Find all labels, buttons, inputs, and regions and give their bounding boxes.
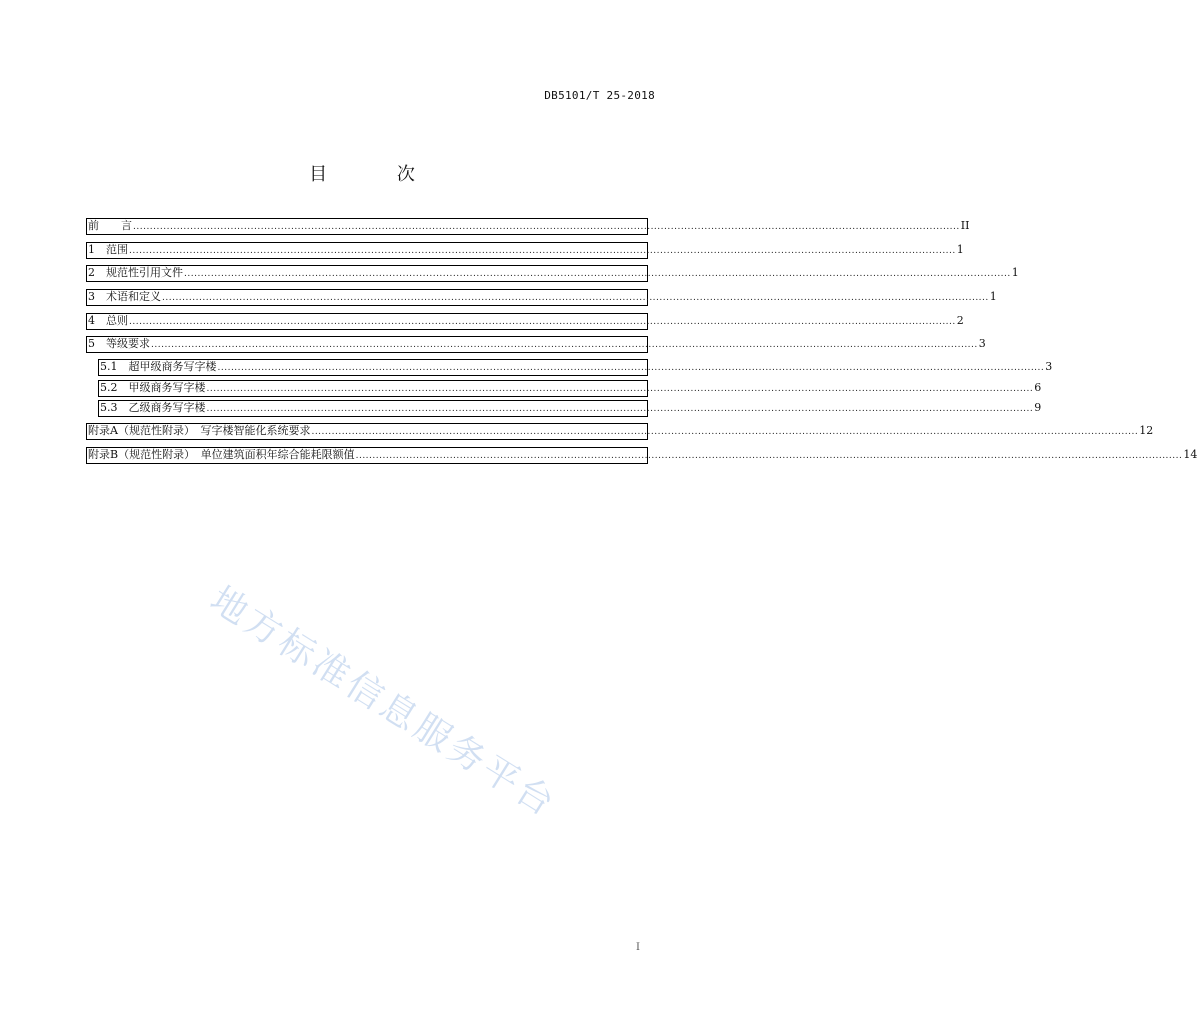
toc-entry-appendix-a[interactable] [86, 423, 1154, 440]
toc-entry-scope[interactable] [86, 242, 964, 259]
toc-label: 2 规范性引用文件 [88, 266, 183, 279]
toc-label: 5.2 甲级商务写字楼 [100, 381, 206, 394]
toc-page: 3 [1045, 360, 1053, 373]
toc-label: 4 总则 [88, 314, 128, 327]
toc-label: 前 言 [88, 219, 132, 232]
toc-entry-grade-requirements[interactable] [86, 336, 986, 353]
toc-page: 3 [978, 337, 986, 350]
toc-label: 5.3 乙级商务写字楼 [100, 401, 206, 414]
toc-entry-foreword[interactable] [86, 218, 970, 235]
toc-entry-grade-a[interactable] [98, 380, 1042, 397]
toc-leader: ...................................................................................................................................................................................................................................................... [129, 317, 956, 327]
toc-page: 12 [1139, 424, 1154, 437]
toc-entry-general[interactable] [86, 313, 964, 330]
toc-leader: ...................................................................................................................................................................................................................................................... [355, 451, 1183, 461]
toc-label: 附录B（规范性附录） 单位建筑面积年综合能耗限额值 [88, 448, 355, 461]
toc-entry-super-grade-a[interactable] [98, 359, 1053, 376]
toc-label: 5 等级要求 [88, 337, 150, 350]
toc-page: II [960, 219, 970, 232]
toc-label: 5.1 超甲级商务写字楼 [100, 360, 217, 373]
toc-page: 1 [956, 243, 964, 256]
toc-label: 3 术语和定义 [88, 290, 161, 303]
toc-leader: ...................................................................................................................................................................................................................................................... [133, 222, 960, 232]
toc-page: 1 [1011, 266, 1019, 279]
toc-page: 9 [1034, 401, 1042, 414]
toc-leader: ...................................................................................................................................................................................................................................................... [184, 269, 1011, 279]
page-number: I [636, 942, 640, 953]
toc-leader: ...................................................................................................................................................................................................................................................... [217, 363, 1045, 373]
toc-leader: ...................................................................................................................................................................................................................................................... [206, 404, 1034, 414]
toc-entry-normative-references[interactable] [86, 265, 1019, 282]
toc-page: 1 [989, 290, 997, 303]
toc-label: 1 范围 [88, 243, 128, 256]
toc-leader: ...................................................................................................................................................................................................................................................... [151, 340, 978, 350]
watermark: 地方标准信息服务平台 [202, 579, 564, 826]
toc-entry-appendix-b[interactable] [86, 447, 1197, 464]
toc-page: 14 [1183, 448, 1197, 461]
toc-leader: ...................................................................................................................................................................................................................................................... [311, 427, 1139, 437]
toc-leader: ...................................................................................................................................................................................................................................................... [129, 246, 956, 256]
toc-entry-terms[interactable] [86, 289, 997, 306]
toc-page: 6 [1034, 381, 1042, 394]
toc-leader: ...................................................................................................................................................................................................................................................... [206, 384, 1034, 394]
toc-page: 2 [956, 314, 964, 327]
toc-label: 附录A（规范性附录） 写字楼智能化系统要求 [88, 424, 311, 437]
doc-code: DB5101/T 25-2018 [544, 89, 655, 102]
toc-title: 目 次 [309, 164, 447, 185]
toc-entry-grade-b[interactable] [98, 400, 1042, 417]
toc-leader: ...................................................................................................................................................................................................................................................... [162, 293, 989, 303]
